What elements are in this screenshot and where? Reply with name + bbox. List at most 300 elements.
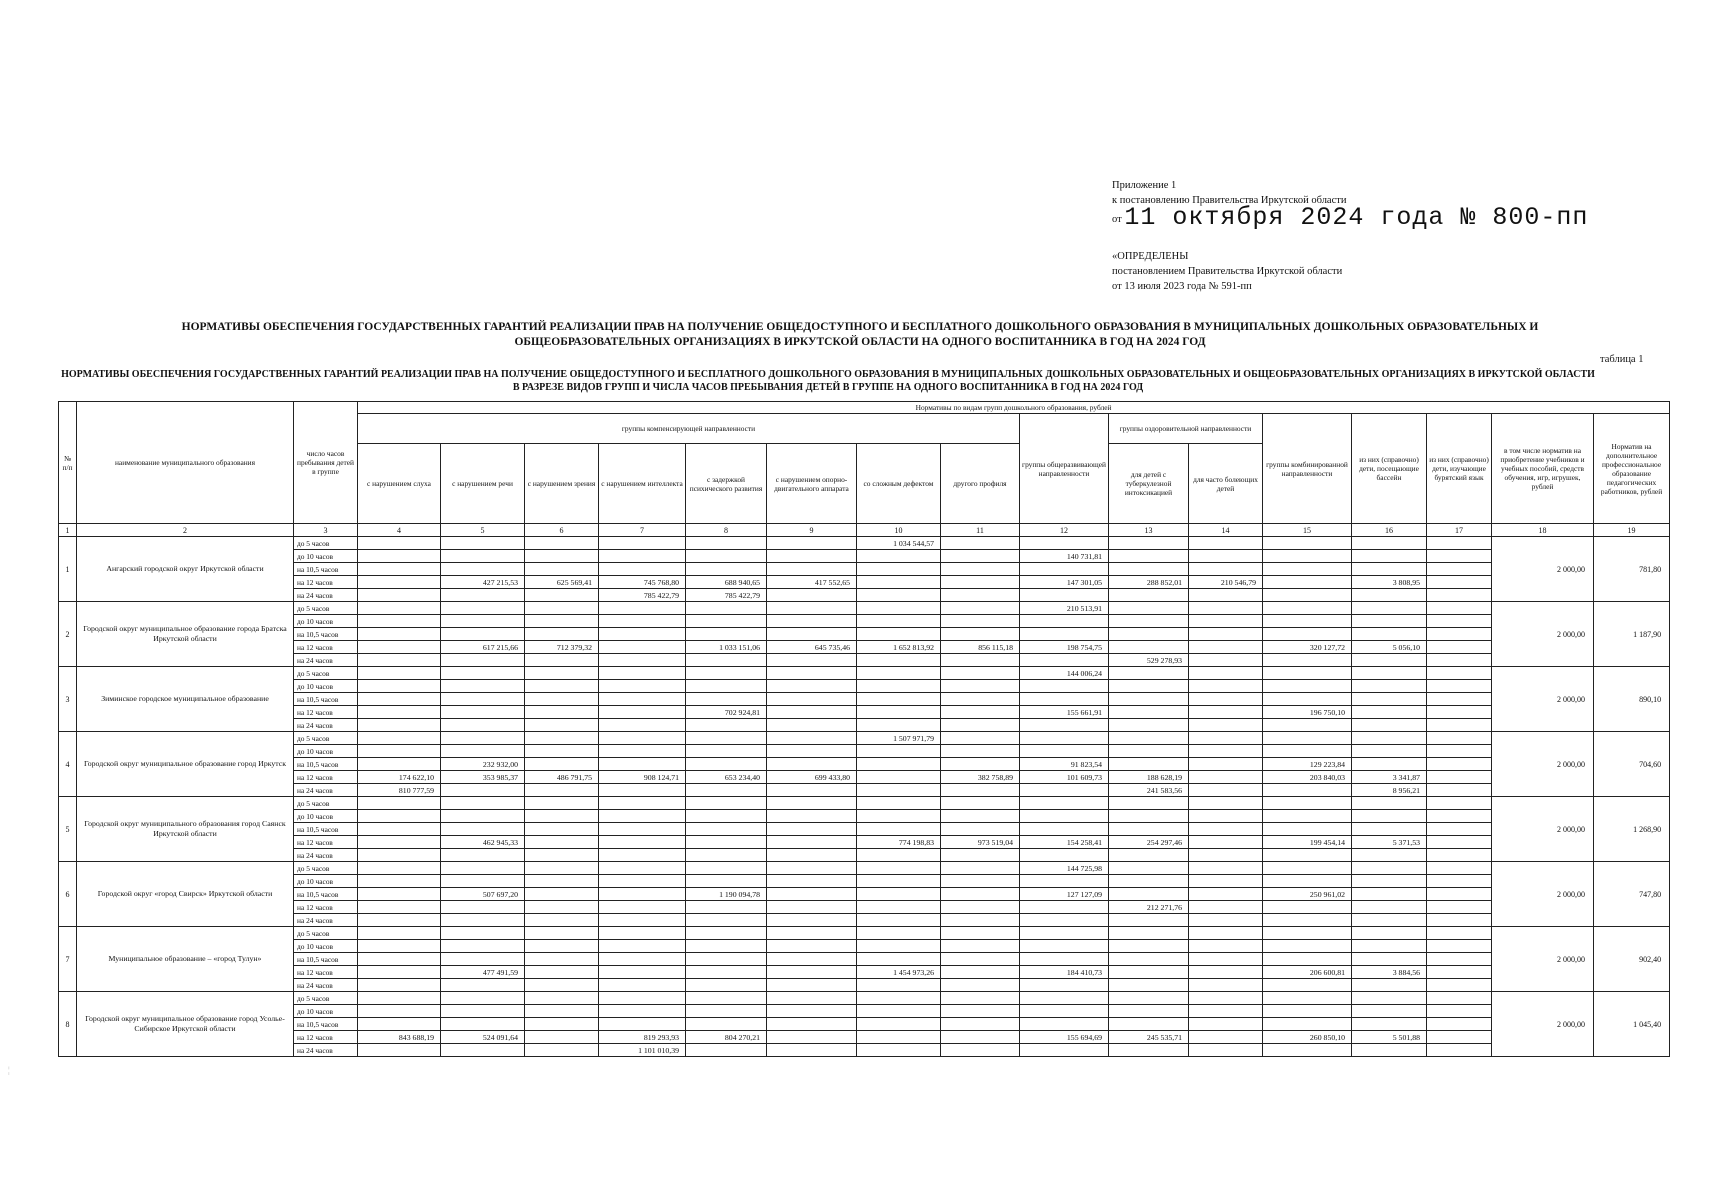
value-cell bbox=[767, 550, 857, 563]
header-c5: с нарушением речи bbox=[441, 444, 525, 524]
value-cell bbox=[525, 927, 599, 940]
value-cell bbox=[686, 849, 767, 862]
value-cell bbox=[1352, 589, 1427, 602]
value-cell bbox=[941, 1044, 1020, 1057]
value-cell bbox=[525, 979, 599, 992]
value-cell: 188 628,19 bbox=[1109, 771, 1189, 784]
value-cell bbox=[441, 914, 525, 927]
value-cell bbox=[941, 589, 1020, 602]
header-c13: для детей с туберкулезной интоксикацией bbox=[1109, 444, 1189, 524]
value-cell bbox=[767, 706, 857, 719]
table-row bbox=[59, 706, 1670, 719]
value-cell bbox=[1020, 797, 1109, 810]
value-cell bbox=[1352, 992, 1427, 1005]
value-cell bbox=[525, 719, 599, 732]
value-cell bbox=[857, 654, 941, 667]
value-cell bbox=[1020, 823, 1109, 836]
value-cell bbox=[857, 680, 941, 693]
value-cell bbox=[525, 550, 599, 563]
column-number: 13 bbox=[1109, 524, 1189, 537]
value-cell bbox=[599, 667, 686, 680]
value-cell: 712 379,32 bbox=[525, 641, 599, 654]
value-cell bbox=[857, 1044, 941, 1057]
value-cell: 745 768,80 bbox=[599, 576, 686, 589]
hours-cell: на 12 часов bbox=[294, 836, 358, 849]
value-cell bbox=[441, 563, 525, 576]
value-cell bbox=[857, 1031, 941, 1044]
value-cell bbox=[441, 823, 525, 836]
value-cell bbox=[1263, 979, 1352, 992]
value-cell bbox=[1352, 888, 1427, 901]
value-cell bbox=[686, 654, 767, 667]
value-cell bbox=[1427, 888, 1492, 901]
table-row bbox=[59, 784, 1670, 797]
municipality-name: Муниципальное образование – «город Тулун» bbox=[77, 927, 294, 992]
value-cell bbox=[857, 862, 941, 875]
header-c14: для часто болеющих детей bbox=[1189, 444, 1263, 524]
value-cell bbox=[441, 615, 525, 628]
value-cell bbox=[1427, 667, 1492, 680]
value-cell bbox=[1352, 1044, 1427, 1057]
hours-cell: на 10,5 часов bbox=[294, 823, 358, 836]
value-cell bbox=[1189, 849, 1263, 862]
norms-table bbox=[58, 401, 1670, 1057]
hours-cell: на 24 часов bbox=[294, 589, 358, 602]
value-cell bbox=[441, 810, 525, 823]
value-cell bbox=[767, 667, 857, 680]
value-cell bbox=[857, 810, 941, 823]
row-number: 6 bbox=[59, 862, 77, 927]
table-row bbox=[59, 875, 1670, 888]
value-cell bbox=[599, 654, 686, 667]
value-cell bbox=[358, 693, 441, 706]
hours-cell: на 24 часов bbox=[294, 849, 358, 862]
value-cell: 5 501,88 bbox=[1352, 1031, 1427, 1044]
hours-cell: до 5 часов bbox=[294, 667, 358, 680]
value-cell bbox=[1020, 628, 1109, 641]
hours-cell: до 10 часов bbox=[294, 615, 358, 628]
hours-cell: до 10 часов bbox=[294, 940, 358, 953]
value-cell bbox=[358, 849, 441, 862]
value-cell bbox=[441, 654, 525, 667]
table-row bbox=[59, 589, 1670, 602]
value-cell bbox=[1352, 680, 1427, 693]
value-cell bbox=[1189, 706, 1263, 719]
value-cell bbox=[1427, 810, 1492, 823]
value-cell bbox=[525, 901, 599, 914]
column-number: 19 bbox=[1594, 524, 1670, 537]
value-cell bbox=[525, 823, 599, 836]
value-cell bbox=[1189, 953, 1263, 966]
value-cell: 1 454 973,26 bbox=[857, 966, 941, 979]
value-cell bbox=[358, 992, 441, 1005]
value-cell bbox=[441, 953, 525, 966]
value-cell bbox=[941, 992, 1020, 1005]
value-cell bbox=[599, 901, 686, 914]
row-number: 3 bbox=[59, 667, 77, 732]
value-cell bbox=[441, 602, 525, 615]
value-cell bbox=[1189, 797, 1263, 810]
training-norm-cell: 1 045,40 bbox=[1594, 992, 1670, 1057]
value-cell bbox=[1189, 615, 1263, 628]
value-cell bbox=[1189, 563, 1263, 576]
determined-label: «ОПРЕДЕЛЕНЫ bbox=[1112, 251, 1189, 262]
value-cell bbox=[857, 563, 941, 576]
value-cell: 645 735,46 bbox=[767, 641, 857, 654]
value-cell bbox=[525, 992, 599, 1005]
value-cell bbox=[1427, 966, 1492, 979]
value-cell bbox=[1352, 719, 1427, 732]
value-cell bbox=[1109, 797, 1189, 810]
value-cell bbox=[857, 940, 941, 953]
hours-cell: до 5 часов bbox=[294, 537, 358, 550]
value-cell bbox=[358, 927, 441, 940]
value-cell bbox=[1427, 1018, 1492, 1031]
value-cell bbox=[1189, 628, 1263, 641]
column-number: 9 bbox=[767, 524, 857, 537]
value-cell: 232 932,00 bbox=[441, 758, 525, 771]
header-c6: с нарушением зрения bbox=[525, 444, 599, 524]
value-cell bbox=[1020, 810, 1109, 823]
header-c16: из них (справочно) дети, посещающие бассейн bbox=[1352, 414, 1427, 524]
value-cell bbox=[599, 641, 686, 654]
value-cell bbox=[767, 888, 857, 901]
value-cell bbox=[358, 667, 441, 680]
value-cell bbox=[1263, 654, 1352, 667]
value-cell bbox=[686, 758, 767, 771]
table-row bbox=[59, 888, 1670, 901]
value-cell bbox=[1020, 654, 1109, 667]
table-row bbox=[59, 927, 1670, 940]
value-cell bbox=[1109, 667, 1189, 680]
value-cell bbox=[767, 602, 857, 615]
value-cell: 810 777,59 bbox=[358, 784, 441, 797]
column-number: 18 bbox=[1492, 524, 1594, 537]
value-cell bbox=[525, 966, 599, 979]
value-cell bbox=[599, 953, 686, 966]
hours-cell: на 24 часов bbox=[294, 784, 358, 797]
value-cell bbox=[767, 953, 857, 966]
value-cell: 144 006,24 bbox=[1020, 667, 1109, 680]
value-cell: 199 454,14 bbox=[1263, 836, 1352, 849]
value-cell bbox=[1020, 953, 1109, 966]
value-cell bbox=[599, 537, 686, 550]
value-cell bbox=[1020, 589, 1109, 602]
value-cell: 260 850,10 bbox=[1263, 1031, 1352, 1044]
value-cell bbox=[1189, 719, 1263, 732]
value-cell bbox=[358, 628, 441, 641]
value-cell bbox=[1109, 862, 1189, 875]
value-cell bbox=[941, 628, 1020, 641]
value-cell bbox=[1189, 693, 1263, 706]
value-cell bbox=[767, 654, 857, 667]
value-cell bbox=[441, 901, 525, 914]
value-cell bbox=[1109, 875, 1189, 888]
value-cell bbox=[686, 628, 767, 641]
value-cell bbox=[941, 1018, 1020, 1031]
value-cell bbox=[441, 940, 525, 953]
value-cell bbox=[941, 784, 1020, 797]
value-cell bbox=[358, 654, 441, 667]
header-c8: с задержкой психического развития bbox=[686, 444, 767, 524]
value-cell bbox=[941, 1005, 1020, 1018]
scan-mark: ¦ bbox=[8, 1065, 10, 1075]
value-cell bbox=[358, 745, 441, 758]
value-cell bbox=[857, 784, 941, 797]
value-cell bbox=[767, 1044, 857, 1057]
value-cell bbox=[525, 693, 599, 706]
value-cell bbox=[599, 836, 686, 849]
value-cell: 250 961,02 bbox=[1263, 888, 1352, 901]
main-title: НОРМАТИВЫ ОБЕСПЕЧЕНИЯ ГОСУДАРСТВЕННЫХ ГАРАНТИЙ РЕАЛИЗАЦИИ ПРАВ НА ПОЛУЧЕНИЕ ОБЩЕДОСТУПНОГО И БЕСПЛАТНОГО ДОШКОЛЬНОГО ОБРАЗОВАНИЯ В МУНИЦИПАЛЬНЫХ ДОШКОЛЬНЫХ ОБРАЗОВАТЕЛЬНЫХ И ОБЩЕОБРАЗОВАТЕЛЬНЫХ ОРГАНИЗАЦИЯХ В ИРКУТСКОЙ ОБЛАСТИ НА ОДНОГО ВОСПИТАННИКА В ГОД НА 2024 ГОД bbox=[181, 321, 1539, 348]
value-cell bbox=[358, 875, 441, 888]
value-cell bbox=[1263, 576, 1352, 589]
value-cell bbox=[525, 888, 599, 901]
value-cell bbox=[941, 706, 1020, 719]
value-cell bbox=[1427, 732, 1492, 745]
table-row bbox=[59, 641, 1670, 654]
value-cell bbox=[599, 706, 686, 719]
value-cell bbox=[358, 706, 441, 719]
municipality-name: Зиминское городское муниципальное образование bbox=[77, 667, 294, 732]
value-cell: 210 513,91 bbox=[1020, 602, 1109, 615]
value-cell bbox=[441, 992, 525, 1005]
value-cell bbox=[1427, 654, 1492, 667]
value-cell bbox=[441, 589, 525, 602]
value-cell bbox=[441, 706, 525, 719]
value-cell bbox=[1427, 693, 1492, 706]
value-cell: 203 840,03 bbox=[1263, 771, 1352, 784]
value-cell bbox=[525, 810, 599, 823]
textbook-norm-cell: 2 000,00 bbox=[1492, 862, 1594, 927]
value-cell bbox=[1020, 784, 1109, 797]
value-cell bbox=[767, 836, 857, 849]
value-cell bbox=[1352, 953, 1427, 966]
value-cell bbox=[767, 940, 857, 953]
value-cell bbox=[599, 862, 686, 875]
column-number: 2 bbox=[77, 524, 294, 537]
value-cell bbox=[1352, 914, 1427, 927]
value-cell: 382 758,89 bbox=[941, 771, 1020, 784]
annex-decree-date-number: 11 октября 2024 года № 800-пп bbox=[1124, 203, 1589, 232]
value-cell bbox=[525, 589, 599, 602]
value-cell bbox=[1189, 992, 1263, 1005]
value-cell bbox=[441, 1005, 525, 1018]
annex-to-decree: к постановлению Правительства Иркутской области bbox=[1112, 195, 1347, 206]
value-cell bbox=[941, 875, 1020, 888]
value-cell bbox=[857, 1005, 941, 1018]
value-cell: 196 750,10 bbox=[1263, 706, 1352, 719]
value-cell bbox=[1109, 680, 1189, 693]
value-cell bbox=[941, 927, 1020, 940]
column-number: 14 bbox=[1189, 524, 1263, 537]
value-cell bbox=[1020, 979, 1109, 992]
value-cell bbox=[441, 719, 525, 732]
column-number: 17 bbox=[1427, 524, 1492, 537]
header-c11: другого профиля bbox=[941, 444, 1020, 524]
value-cell bbox=[767, 693, 857, 706]
value-cell bbox=[1189, 966, 1263, 979]
value-cell bbox=[1109, 732, 1189, 745]
value-cell bbox=[767, 784, 857, 797]
value-cell bbox=[599, 888, 686, 901]
value-cell bbox=[1189, 654, 1263, 667]
value-cell bbox=[767, 914, 857, 927]
value-cell bbox=[1109, 979, 1189, 992]
table-row bbox=[59, 953, 1670, 966]
value-cell bbox=[941, 797, 1020, 810]
value-cell bbox=[686, 693, 767, 706]
hours-cell: до 5 часов bbox=[294, 602, 358, 615]
value-cell bbox=[1189, 927, 1263, 940]
value-cell: 155 661,91 bbox=[1020, 706, 1109, 719]
table-row bbox=[59, 1044, 1670, 1057]
value-cell: 973 519,04 bbox=[941, 836, 1020, 849]
value-cell bbox=[441, 550, 525, 563]
value-cell bbox=[941, 953, 1020, 966]
value-cell bbox=[358, 979, 441, 992]
value-cell bbox=[1189, 1031, 1263, 1044]
value-cell bbox=[1263, 1018, 1352, 1031]
value-cell: 653 234,40 bbox=[686, 771, 767, 784]
value-cell bbox=[1427, 862, 1492, 875]
value-cell bbox=[1189, 537, 1263, 550]
column-numbers-row bbox=[59, 524, 1670, 537]
value-cell bbox=[441, 537, 525, 550]
column-number: 11 bbox=[941, 524, 1020, 537]
hours-cell: на 10,5 часов bbox=[294, 953, 358, 966]
table-row bbox=[59, 654, 1670, 667]
row-number: 5 bbox=[59, 797, 77, 862]
value-cell bbox=[1352, 693, 1427, 706]
training-norm-cell: 1 268,90 bbox=[1594, 797, 1670, 862]
table-row bbox=[59, 823, 1670, 836]
value-cell bbox=[1189, 1044, 1263, 1057]
value-cell: 241 583,56 bbox=[1109, 784, 1189, 797]
value-cell: 254 297,46 bbox=[1109, 836, 1189, 849]
value-cell bbox=[441, 862, 525, 875]
value-cell bbox=[857, 602, 941, 615]
hours-cell: до 10 часов bbox=[294, 875, 358, 888]
value-cell bbox=[358, 888, 441, 901]
value-cell bbox=[1352, 758, 1427, 771]
value-cell bbox=[358, 1018, 441, 1031]
value-cell bbox=[686, 615, 767, 628]
hours-cell: на 12 часов bbox=[294, 706, 358, 719]
value-cell bbox=[525, 914, 599, 927]
value-cell bbox=[1352, 927, 1427, 940]
municipality-name: Ангарский городской округ Иркутской области bbox=[77, 537, 294, 602]
value-cell bbox=[1352, 1018, 1427, 1031]
hours-cell: на 12 часов bbox=[294, 901, 358, 914]
value-cell bbox=[1427, 537, 1492, 550]
value-cell bbox=[767, 966, 857, 979]
value-cell bbox=[1109, 628, 1189, 641]
value-cell bbox=[1427, 875, 1492, 888]
value-cell bbox=[1189, 836, 1263, 849]
value-cell: 625 569,41 bbox=[525, 576, 599, 589]
value-cell bbox=[767, 589, 857, 602]
value-cell bbox=[358, 823, 441, 836]
table-label: таблица 1 bbox=[1600, 354, 1644, 365]
row-number: 2 bbox=[59, 602, 77, 667]
hours-cell: на 24 часов bbox=[294, 654, 358, 667]
value-cell bbox=[441, 628, 525, 641]
value-cell: 91 823,54 bbox=[1020, 758, 1109, 771]
value-cell bbox=[1263, 1005, 1352, 1018]
value-cell: 1 190 094,78 bbox=[686, 888, 767, 901]
value-cell bbox=[525, 875, 599, 888]
hours-cell: до 10 часов bbox=[294, 745, 358, 758]
value-cell bbox=[1427, 628, 1492, 641]
value-cell bbox=[1020, 849, 1109, 862]
value-cell bbox=[599, 732, 686, 745]
column-number: 5 bbox=[441, 524, 525, 537]
value-cell bbox=[599, 758, 686, 771]
value-cell bbox=[599, 823, 686, 836]
value-cell bbox=[1189, 771, 1263, 784]
value-cell bbox=[1020, 901, 1109, 914]
value-cell bbox=[525, 1018, 599, 1031]
value-cell bbox=[1189, 758, 1263, 771]
hours-cell: на 12 часов bbox=[294, 1031, 358, 1044]
value-cell: 288 852,01 bbox=[1109, 576, 1189, 589]
hours-cell: до 5 часов bbox=[294, 927, 358, 940]
value-cell bbox=[767, 563, 857, 576]
value-cell bbox=[1020, 940, 1109, 953]
value-cell bbox=[1427, 992, 1492, 1005]
hours-cell: на 24 часов bbox=[294, 914, 358, 927]
table-title: НОРМАТИВЫ ОБЕСПЕЧЕНИЯ ГОСУДАРСТВЕННЫХ ГАРАНТИЙ РЕАЛИЗАЦИИ ПРАВ НА ПОЛУЧЕНИЕ ОБЩЕДОСТУПНОГО И БЕСПЛАТНОГО ДОШКОЛЬНОГО ОБРАЗОВАНИЯ В МУНИЦИПАЛЬНЫХ ДОШКОЛЬНЫХ ОБРАЗОВАТЕЛЬНЫХ И ОБЩЕОБРАЗОВАТЕЛЬНЫХ ОРГАНИЗАЦИЯХ В ИРКУТСКОЙ ОБЛАСТИ В РАЗРЕЗЕ ВИДОВ ГРУПП И ЧИСЛА ЧАСОВ ПРЕБЫВАНИЯ ДЕТЕЙ В ГРУППЕ НА ОДНОГО ВОСПИТАННИКА В ГОД НА 2024 ГОД bbox=[61, 369, 1595, 393]
value-cell bbox=[599, 849, 686, 862]
value-cell bbox=[1020, 745, 1109, 758]
training-norm-cell: 890,10 bbox=[1594, 667, 1670, 732]
value-cell bbox=[686, 563, 767, 576]
value-cell bbox=[686, 940, 767, 953]
value-cell bbox=[1427, 589, 1492, 602]
value-cell bbox=[1263, 862, 1352, 875]
value-cell bbox=[686, 901, 767, 914]
value-cell bbox=[525, 940, 599, 953]
value-cell bbox=[358, 758, 441, 771]
hours-cell: до 10 часов bbox=[294, 810, 358, 823]
value-cell bbox=[941, 667, 1020, 680]
value-cell bbox=[1109, 888, 1189, 901]
value-cell bbox=[857, 953, 941, 966]
value-cell bbox=[599, 797, 686, 810]
value-cell: 5 056,10 bbox=[1352, 641, 1427, 654]
header-c7: с нарушением интеллекта bbox=[599, 444, 686, 524]
value-cell bbox=[1189, 914, 1263, 927]
value-cell bbox=[941, 901, 1020, 914]
value-cell bbox=[1189, 875, 1263, 888]
value-cell: 462 945,33 bbox=[441, 836, 525, 849]
value-cell bbox=[1189, 732, 1263, 745]
value-cell bbox=[767, 615, 857, 628]
table-row bbox=[59, 628, 1670, 641]
value-cell bbox=[358, 914, 441, 927]
value-cell bbox=[767, 901, 857, 914]
value-cell bbox=[1020, 563, 1109, 576]
value-cell: 617 215,66 bbox=[441, 641, 525, 654]
table-row bbox=[59, 602, 1670, 615]
value-cell: 198 754,75 bbox=[1020, 641, 1109, 654]
hours-cell: до 10 часов bbox=[294, 550, 358, 563]
value-cell: 210 546,79 bbox=[1189, 576, 1263, 589]
table-row bbox=[59, 667, 1670, 680]
value-cell bbox=[1427, 758, 1492, 771]
value-cell bbox=[441, 1018, 525, 1031]
